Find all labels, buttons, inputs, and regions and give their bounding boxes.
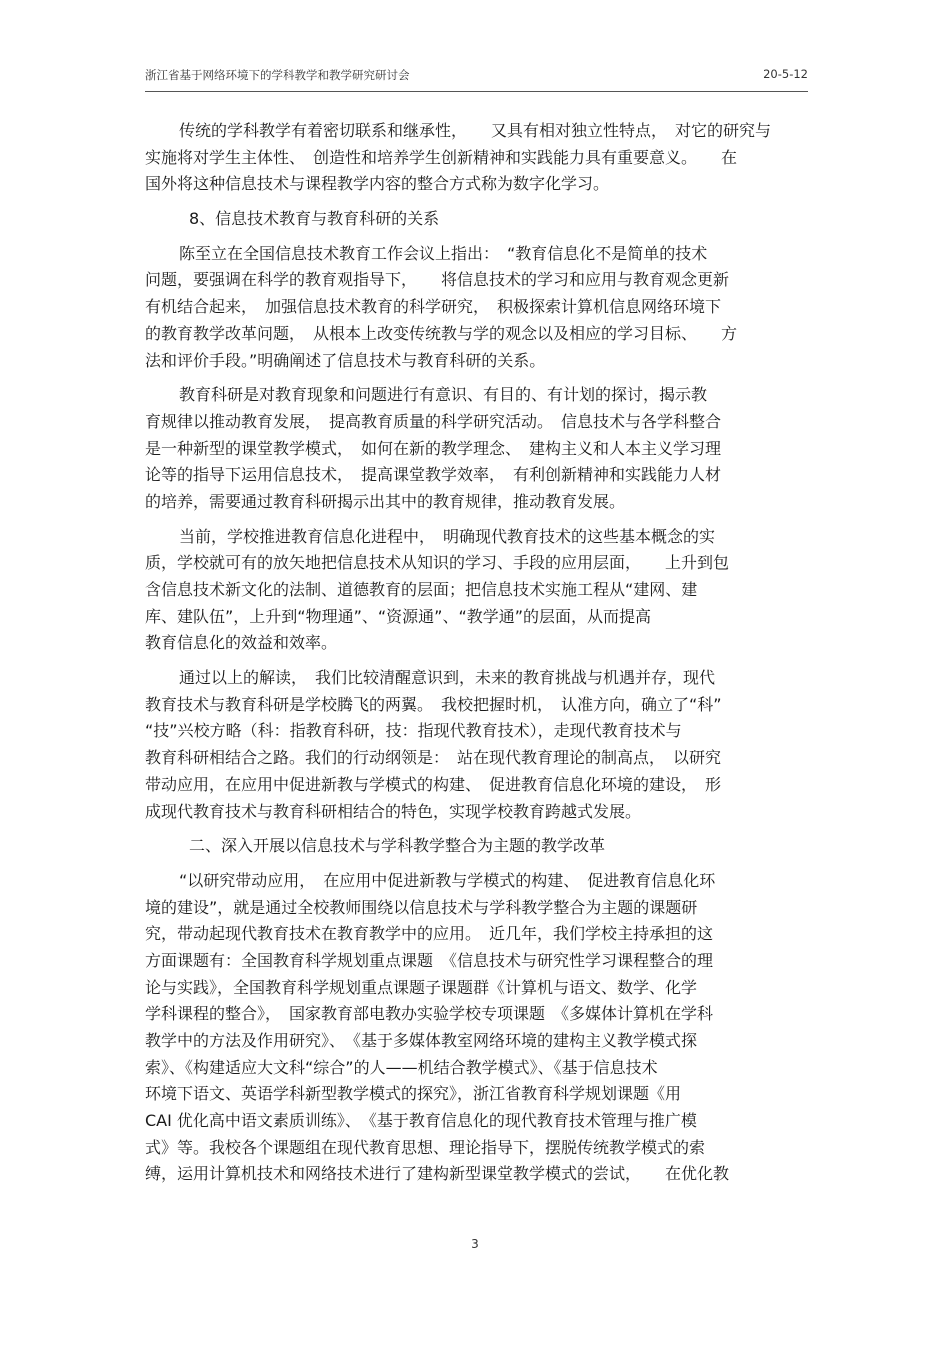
block-gap	[145, 198, 810, 206]
text-line: 学科课程的整合》， 国家教育部电教办实验学校专项课题 《多媒体计算机在学科	[145, 1004, 714, 1024]
paragraph	[145, 382, 810, 515]
text-line: 通过以上的解读， 我们比较清醒意识到，未来的教育挑战与机遇并存，现代	[179, 668, 716, 688]
text-line: 陈至立在全国信息技术教育工作会议上指出： “教育信息化不是简单的技术	[179, 243, 708, 263]
header-divider	[145, 91, 808, 92]
header-title: 浙江省基于网络环境下的学科教学和教学研究研讨会	[145, 68, 410, 82]
text-line: 教学中的方法及作用研究》、 《基于多媒体教室网络环境的建构主义教学模式探	[145, 1031, 698, 1050]
text-line: 法和评价手段。”明确阐述了信息技术与教育科研的关系。	[145, 350, 546, 370]
text-line: 的培养，需要通过教育科研揭示出其中的教育规律，推动教育发展。	[145, 491, 626, 511]
block-gap	[145, 657, 810, 665]
block-gap	[145, 374, 810, 382]
text-line: 缚，运用计算机技术和网络技术进行了建构新型课堂教学模式的尝试， 在优化教	[145, 1164, 730, 1184]
document-body	[145, 118, 810, 1188]
text-line: 8、信息技术教育与教育科研的关系	[189, 209, 440, 229]
text-line: 带动应用，在应用中促进新教与学模式的构建、 促进教育信息化环境的建设， 形	[145, 774, 722, 794]
text-line: 质，学校就可有的放矢地把信息技术从知识的学习、手段的应用层面， 上升到包	[145, 553, 730, 573]
text-line: “技”兴校方略（科：指教育科研，技：指现代教育技术），走现代教育技术与	[145, 721, 682, 741]
text-line: 式》等。我校各个课题组在现代教育思想、理论指导下，摆脱传统教学模式的索	[145, 1137, 706, 1157]
text-line: 国外将这种信息技术与课程教学内容的整合方式称为数字化学习。	[145, 174, 610, 194]
paragraph	[145, 241, 810, 374]
block-gap	[145, 860, 810, 868]
text-line: 有机结合起来， 加强信息技术教育的科学研究， 积极探索计算机信息网络环境下	[145, 297, 722, 317]
page-number: 3	[471, 1237, 479, 1251]
text-line: 育规律以推动教育发展， 提高教育质量的科学研究活动。 信息技术与各学科整合	[145, 411, 722, 431]
text-line: 索》、《构建适应大文科“综合”的人——机结合教学模式》、《基于信息技术	[145, 1057, 658, 1077]
text-line: 二、深入开展以信息技术与学科教学整合为主题的教学改革	[189, 836, 606, 856]
text-line: 当前，学校推进教育信息化进程中， 明确现代教育技术的这些基本概念的实	[179, 526, 716, 546]
paragraph	[145, 665, 810, 825]
text-line: 传统的学科教学有着密切联系和继承性， 又具有相对独立性特点， 对它的研究与	[179, 121, 772, 140]
text-line: 教育技术与教育科研是学校腾飞的两翼。 我校把握时机， 认准方向，确立了“科”	[145, 694, 722, 714]
paragraph	[145, 118, 810, 198]
text-line: CAI 优化高中语文素质训练》、 《基于教育信息化的现代教育技术管理与推广模	[145, 1111, 697, 1131]
text-line: 论等的指导下运用信息技术， 提高课堂教学效率， 有利创新精神和实践能力人材	[145, 465, 722, 485]
block-gap	[145, 825, 810, 833]
text-line: 实施将对学生主体性、 创造性和培养学生创新精神和实践能力具有重要意义。 在	[145, 147, 738, 167]
text-line: 库、建队伍”，上升到“物理通”、“资源通”、“教学通”的层面，从而提高	[145, 606, 652, 626]
text-line: 是一种新型的课堂教学模式， 如何在新的教学理念、 建构主义和人本主义学习理	[145, 438, 722, 458]
page-header	[145, 67, 808, 89]
block-gap	[145, 233, 810, 241]
header-date: 20-5-12	[763, 67, 808, 81]
paragraph	[145, 868, 810, 1188]
text-line: 方面课题有：全国教育科学规划重点课题 《信息技术与研究性学习课程整合的理	[145, 950, 714, 970]
section-heading	[145, 833, 810, 860]
text-line: 境的建设”，就是通过全校教师围绕以信息技术与学科教学整合为主题的课题研	[145, 897, 698, 917]
text-line: 教育科研相结合之路。我们的行动纲领是： 站在现代教育理论的制高点， 以研究	[145, 748, 722, 768]
text-line: “以研究带动应用， 在应用中促进新教与学模式的构建、 促进教育信息化环	[179, 870, 716, 890]
text-line: 含信息技术新文化的法制、道德教育的层面；把信息技术实施工程从“建网、建	[145, 580, 698, 599]
text-line: 教育信息化的效益和效率。	[145, 633, 338, 653]
text-line: 问题，要强调在科学的教育观指导下， 将信息技术的学习和应用与教育观念更新	[145, 270, 730, 290]
section-heading	[145, 206, 810, 233]
block-gap	[145, 516, 810, 524]
paragraph	[145, 524, 810, 657]
text-line: 究，带动起现代教育技术在教育教学中的应用。 近几年，我们学校主持承担的这	[145, 924, 714, 944]
text-line: 论与实践》，全国教育科学规划重点课题子课题群《计算机与语文、数学、化学	[145, 977, 698, 997]
text-line: 成现代教育技术与教育科研相结合的特色，实现学校教育跨越式发展。	[145, 801, 642, 821]
text-line: 的教育教学改革问题， 从根本上改变传统教与学的观念以及相应的学习目标、 方	[145, 323, 738, 343]
text-line: 环境下语文、英语学科新型教学模式的探究》，浙江省教育科学规划课题《用	[145, 1084, 682, 1104]
text-line: 教育科研是对教育现象和问题进行有意识、有目的、有计划的探讨，揭示教	[179, 385, 708, 405]
